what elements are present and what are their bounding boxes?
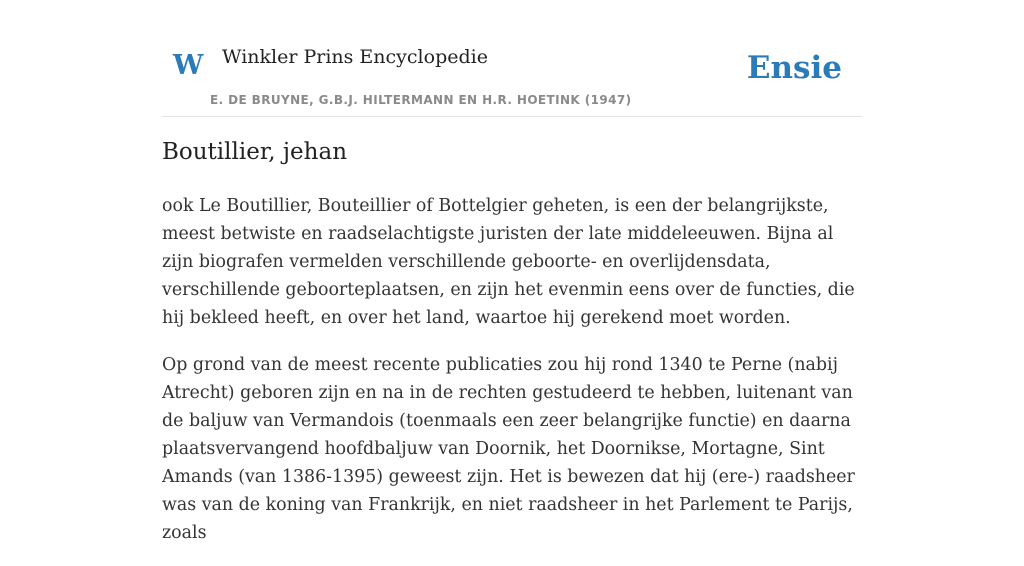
authors-line: E. DE BRUYNE, G.B.J. HILTERMANN EN H.R. HOETINK (1947) [210, 93, 632, 107]
site-header [162, 0, 862, 117]
article-paragraph: ook Le Boutillier, Bouteillier of Bottelgier geheten, is een der belangrijkste, meest betwiste en raadselachtigste juristen der late middeleeuwen. Bijna al zijn biografen vermelden verschillende geboorte- en overlijdensdata, verschillende geboorteplaatsen, en zijn het evenmin eens over de functies, die hij bekleed heeft, en over het land, waartoe hij gerekend moet worden. [162, 196, 855, 328]
ensie-logo[interactable]: Ensie [746, 50, 842, 86]
article-paragraph: Op grond van de meest recente publicaties zou hij rond 1340 te Perne (nabij Atrecht) geboren zijn en na in de rechten gestudeerd te hebben, luitenant van de baljuw van Vermandois (toenmaals een zeer belangrijke functie) en daarna plaatsvervangend hoofdbaljuw van Doornik, het Doornikse, Mortagne, Sint Amands (van 1386-1395) geweest zijn. Het is bewezen dat hij (ere-) raadsheer was van de koning van Frankrijk, en niet raadsheer in het Parlement te Parijs, zoals [162, 355, 855, 543]
site-title[interactable]: Winkler Prins Encyclopedie [222, 46, 488, 68]
article-body [162, 192, 862, 566]
page [162, 0, 862, 543]
logo-w-icon[interactable]: W [173, 50, 204, 81]
article-title: Boutillier, jehan [162, 139, 348, 165]
